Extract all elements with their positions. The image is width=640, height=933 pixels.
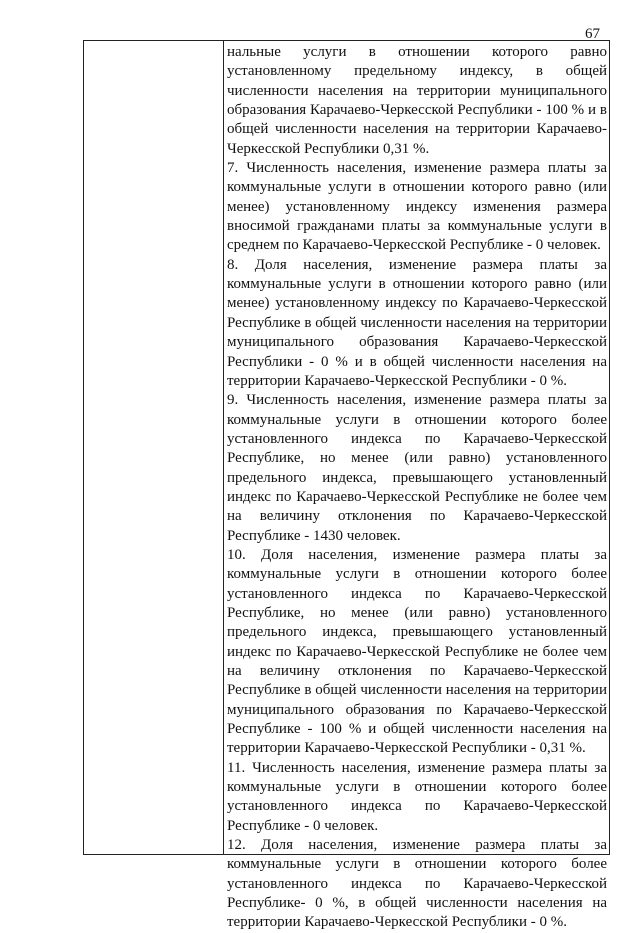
paragraph-item-7: 7. Численность населения, изменение размера платы за коммунальные услуги в отношении которого равно (или менее) установленному индексу изменения размера вносимой гражданами платы за коммунальные услуги в среднем по Карачаево-Черкесской Республике - 0 человек. (227, 160, 607, 254)
paragraph-item-10: 10. Доля населения, изменение размера платы за коммунальные услуги в отношении которого более установленного индекса по Карачаево-Черкесской Республике, но менее (или равно) установленного предельного индекса, превышающего установленный индекс по Карачаево-Черкесской Республике не более чем на величину отклонения по Карачаево-Черкесской Республике в общей численности населения на территории муниципального образования по Карачаево-Черкесской Республике - 100 % и общей численности населения на территории Карачаево-Черкесской Республики - 0,31 %. (227, 546, 607, 757)
table-left-cell (84, 41, 224, 854)
page-number: 67 (585, 26, 600, 42)
paragraph-item-12: 12. Доля населения, изменение размера платы за коммунальные услуги в отношении которого более установленного индекса по Карачаево-Черкесской Республике- 0 %, в общей численности населения на территории Карачаево-Черкесской Республики - 0 %. (227, 837, 607, 931)
paragraph-item-8: 8. Доля населения, изменение размера платы за коммунальные услуги в отношении которого равно (или менее) установленному индексу по Карачаево-Черкесской Республике в общей численности населения на территории муниципального образования Карачаево-Черкесской Республики - 0 % и в общей численности населения на территории Карачаево-Черкесской Республики - 0 %. (227, 256, 607, 389)
document-table (83, 40, 610, 931)
paragraph-item-9: 9. Численность населения, изменение размера платы за коммунальные услуги в отношении которого более установленного индекса по Карачаево-Черкесской Республике, но менее (или равно) установленного предельного индекса, превышающего установленный индекс по Карачаево-Черкесской Республике не более чем на величину отклонения по Карачаево-Черкесской Республике - 1430 человек. (227, 392, 607, 544)
paragraph-item-11: 11. Численность населения, изменение размера платы за коммунальные услуги в отношении которого более установленного индекса по Карачаево-Черкесской Республике - 0 человек. (227, 759, 607, 834)
table-right-cell (227, 43, 607, 933)
paragraph-continuation: нальные услуги в отношении которого равно установленному предельному индексу, в общей численности населения на территории муниципального образования Карачаево-Черкесской Республики - 100 % и в общей численности населения на территории Карачаево-Черкесской Республики 0,31 %. (227, 44, 607, 157)
